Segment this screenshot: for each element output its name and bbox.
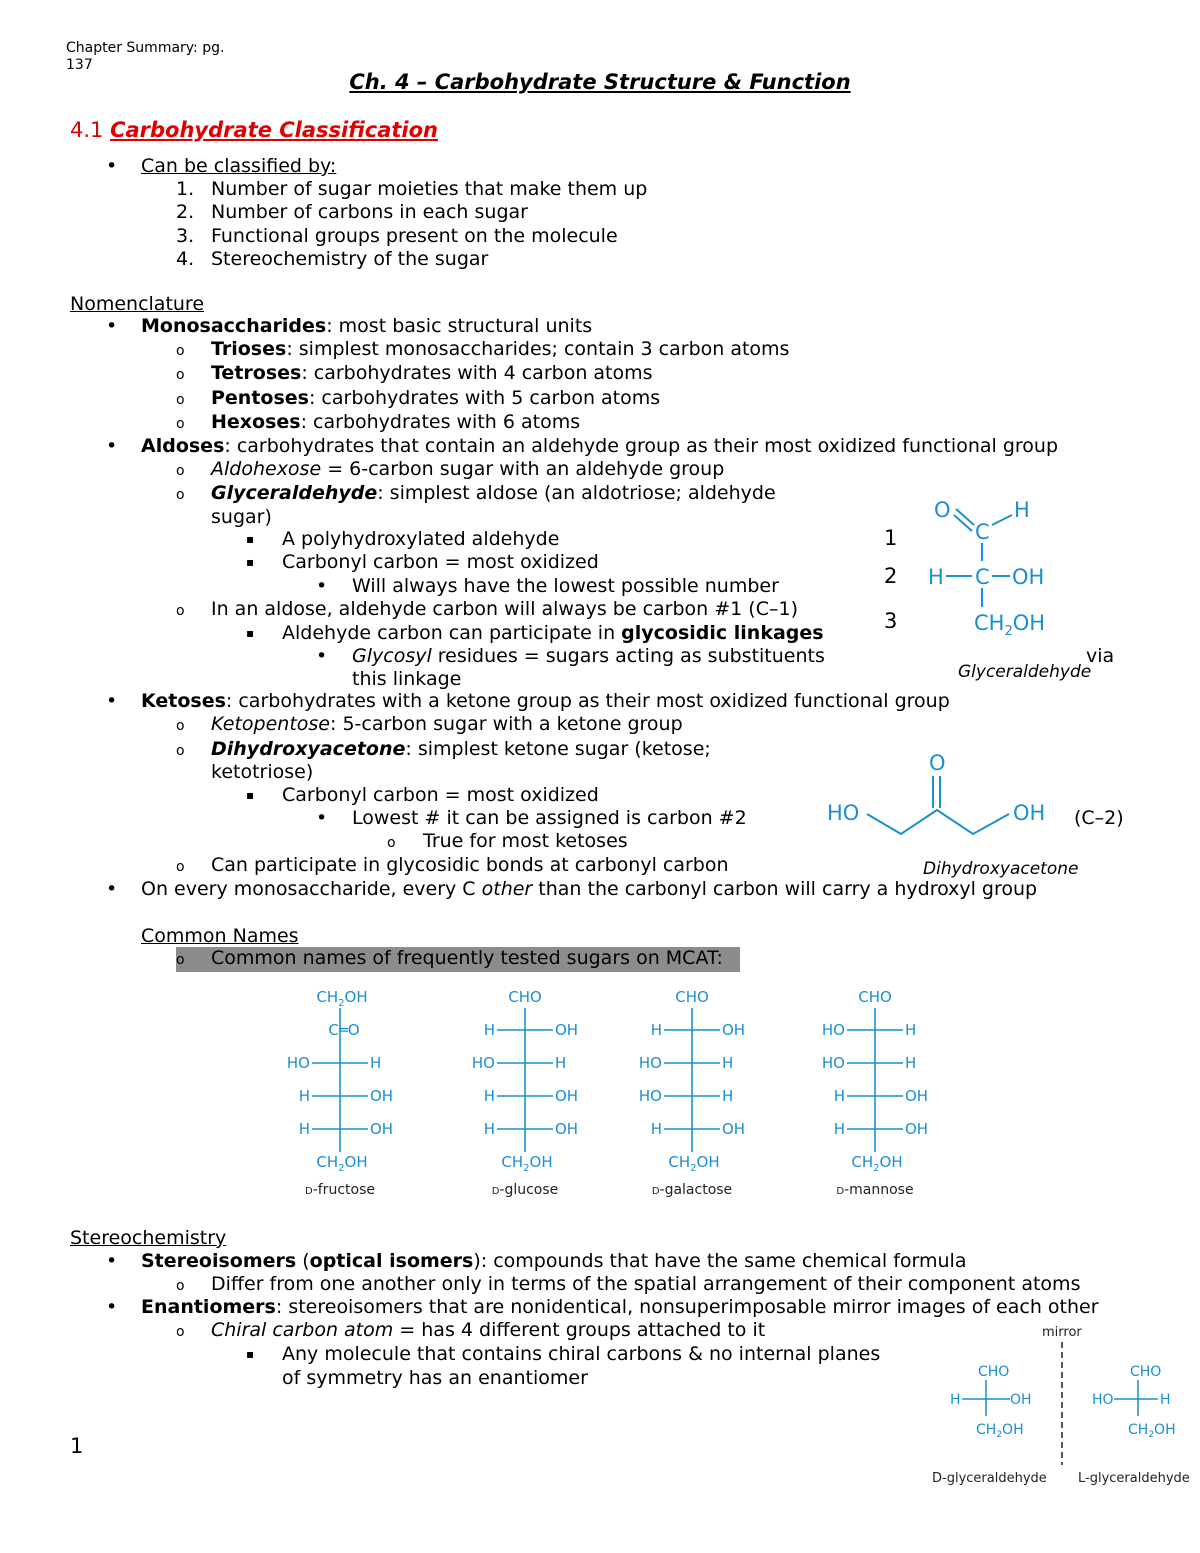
svg-text:C: C xyxy=(975,520,990,544)
trioses-line: Trioses: simplest monosaccharides; contain 3 carbon atoms xyxy=(211,338,790,360)
ch2oh-label: $CH_2OH$ xyxy=(316,1153,368,1174)
svg-text:L-glyceraldehyde: L-glyceraldehyde xyxy=(1078,1471,1190,1486)
substituent-left: H xyxy=(483,1087,495,1105)
svg-text:CHO: CHO xyxy=(1130,1364,1162,1380)
list-item: Differ from one another only in terms of the spatial arrangement of their component atoms xyxy=(211,1273,1081,1295)
fischer-projections xyxy=(270,980,950,1210)
svg-text:OH: OH xyxy=(1010,1392,1032,1408)
list-item: Can participate in glycosidic bonds at carbonyl carbon xyxy=(211,854,729,876)
sugar-name: D-fructose xyxy=(305,1182,375,1198)
svg-text:CHO: CHO xyxy=(978,1364,1010,1380)
svg-text:H: H xyxy=(1160,1392,1171,1408)
substituent-left: H xyxy=(650,1021,662,1039)
substituent-left: HO xyxy=(638,1087,662,1105)
nomenclature-heading: Nomenclature xyxy=(70,293,205,315)
list-item: Stereochemistry of the sugar xyxy=(211,248,489,270)
list-item: Carbonyl carbon = most oxidized xyxy=(282,784,599,806)
substituent-left: HO xyxy=(638,1054,662,1072)
substituent-right: OH xyxy=(370,1120,394,1138)
svg-text:2: 2 xyxy=(884,564,898,588)
svg-text:O: O xyxy=(934,498,951,522)
ketoses-line: Ketoses: carbohydrates with a ketone group as their most oxidized functional group xyxy=(141,690,950,712)
hexoses-line: Hexoses: carbohydrates with 6 atoms xyxy=(211,411,581,433)
svg-text:HO: HO xyxy=(1092,1392,1114,1408)
aldoses-line: Aldoses: carbohydrates that contain an aldehyde group as their most oxidized functional group xyxy=(141,435,1059,457)
sugar-name: D-mannose xyxy=(836,1182,914,1198)
list-item: Will always have the lowest possible number xyxy=(352,575,779,597)
substituent-left: H xyxy=(298,1120,310,1138)
section-heading: 4.1 Carbohydrate Classification xyxy=(70,118,439,142)
svg-text:C: C xyxy=(975,565,990,589)
ketopentose-line: Ketopentose: 5-carbon sugar with a ketone group xyxy=(211,713,683,735)
substituent-right: OH xyxy=(370,1087,394,1105)
ch2oh-label: $CH_2OH$ xyxy=(501,1153,553,1174)
classified-intro: Can be classified by: xyxy=(141,155,337,177)
highlighted-note: o Common names of frequently tested sugars on MCAT: xyxy=(176,947,740,972)
substituent-right: H xyxy=(370,1054,382,1072)
svg-text:CH2OH: $CH_2OH$ xyxy=(974,611,1046,639)
substituent-left: HO xyxy=(821,1021,845,1039)
svg-text:H: H xyxy=(928,565,944,589)
svg-text:1: 1 xyxy=(884,526,898,550)
list-item: In an aldose, aldehyde carbon will always be carbon #1 (C–1) xyxy=(211,598,798,620)
substituent-right: OH xyxy=(555,1087,579,1105)
page-title: Ch. 4 – Carbohydrate Structure & Function xyxy=(349,70,851,94)
substituent-right: OH xyxy=(905,1120,929,1138)
glycosidic-line: Aldehyde carbon can participate in glycosidic linkages xyxy=(282,622,824,644)
page-number: 1 xyxy=(70,1434,84,1458)
substituent-left: H xyxy=(833,1087,845,1105)
cho-label: CHO xyxy=(858,988,892,1006)
stereochemistry-heading: Stereochemistry xyxy=(70,1227,227,1249)
substituent-left: H xyxy=(298,1087,310,1105)
svg-text:HO: HO xyxy=(827,801,860,825)
substituent-right: H xyxy=(722,1087,734,1105)
substituent-left: H xyxy=(833,1120,845,1138)
svg-text:CH2OH: $CH_2OH$ xyxy=(1128,1422,1176,1440)
substituent-left: HO xyxy=(471,1054,495,1072)
glycosyl-line: Glycosyl residues = sugars acting as substituents xyxy=(352,645,825,667)
stereoisomers-line: Stereoisomers (optical isomers): compounds that have the same chemical formula xyxy=(141,1250,967,1272)
glyceraldehyde-caption: Glyceraldehyde xyxy=(958,662,1092,682)
svg-text:H: H xyxy=(1014,498,1030,522)
list-item: Carbonyl carbon = most oxidized xyxy=(282,551,599,573)
substituent-right: H xyxy=(905,1054,917,1072)
svg-text:3: 3 xyxy=(884,609,898,633)
substituent-right: H xyxy=(722,1054,734,1072)
substituent-right: H xyxy=(555,1054,567,1072)
list-item: True for most ketoses xyxy=(423,830,628,852)
monosaccharides-line: Monosaccharides: most basic structural units xyxy=(141,315,593,337)
cho-label: CHO xyxy=(675,988,709,1006)
chiral-line: Chiral carbon atom = has 4 different groups attached to it xyxy=(211,1319,766,1341)
carbonyl-label: C═O xyxy=(328,1021,360,1039)
enantiomers-line: Enantiomers: stereoisomers that are nonidentical, nonsuperimposable mirror images of each other xyxy=(141,1296,1099,1318)
pentoses-line: Pentoses: carbohydrates with 5 carbon atoms xyxy=(211,387,661,409)
substituent-left: H xyxy=(650,1120,662,1138)
ch2oh-label: $CH_2OH$ xyxy=(851,1153,903,1174)
substituent-right: OH xyxy=(722,1120,746,1138)
glyceraldehyde-structure xyxy=(870,495,1100,685)
substituent-left: HO xyxy=(821,1054,845,1072)
aldohexose-line: Aldohexose = 6-carbon sugar with an aldehyde group xyxy=(211,458,725,480)
ch2oh-label: $CH_2OH$ xyxy=(316,988,368,1009)
substituent-left: H xyxy=(483,1120,495,1138)
list-item: Number of carbons in each sugar xyxy=(211,201,528,223)
list-item: Any molecule that contains chiral carbons & no internal planes xyxy=(282,1343,881,1365)
substituent-left: H xyxy=(483,1021,495,1039)
svg-text:D-glyceraldehyde: D-glyceraldehyde xyxy=(932,1471,1047,1486)
ch2oh-label: $CH_2OH$ xyxy=(668,1153,720,1174)
svg-text:O: O xyxy=(929,751,946,775)
dihydroxyacetone-caption: Dihydroxyacetone xyxy=(923,859,1079,879)
svg-text:OH: OH xyxy=(1012,565,1045,589)
every-c-line: On every monosaccharide, every C other than the carbonyl carbon will carry a hydroxyl group xyxy=(141,878,1038,900)
substituent-right: OH xyxy=(905,1087,929,1105)
list-item: Number of sugar moieties that make them up xyxy=(211,178,648,200)
substituent-left: HO xyxy=(286,1054,310,1072)
list-item: Lowest # it can be assigned is carbon #2 xyxy=(352,807,747,829)
substituent-right: OH xyxy=(555,1021,579,1039)
bullet-icon: • xyxy=(106,155,118,177)
substituent-right: H xyxy=(905,1021,917,1039)
list-item: Functional groups present on the molecule xyxy=(211,225,618,247)
tetroses-line: Tetroses: carbohydrates with 4 carbon atoms xyxy=(211,362,653,384)
svg-text:mirror: mirror xyxy=(1042,1325,1082,1340)
list-item: A polyhydroxylated aldehyde xyxy=(282,528,560,550)
substituent-right: OH xyxy=(722,1021,746,1039)
svg-text:CH2OH: $CH_2OH$ xyxy=(976,1422,1024,1440)
dihydroxyacetone-structure xyxy=(825,750,1095,880)
glyceraldehyde-line: Glyceraldehyde: simplest aldose (an aldotriose; aldehyde xyxy=(211,482,776,504)
common-names-heading: Common Names xyxy=(141,925,299,947)
svg-text:OH: OH xyxy=(1013,801,1046,825)
chapter-summary-note: Chapter Summary: pg. 137 xyxy=(66,40,225,73)
dihydroxyacetone-line: Dihydroxyacetone: simplest ketone sugar (ketose; xyxy=(211,738,711,760)
svg-text:H: H xyxy=(950,1392,961,1408)
sugar-name: D-galactose xyxy=(651,1182,733,1198)
glyceraldehyde-enantiomers xyxy=(930,1320,1200,1490)
cho-label: CHO xyxy=(508,988,542,1006)
sugar-name: D-glucose xyxy=(491,1182,559,1198)
substituent-right: OH xyxy=(555,1120,579,1138)
